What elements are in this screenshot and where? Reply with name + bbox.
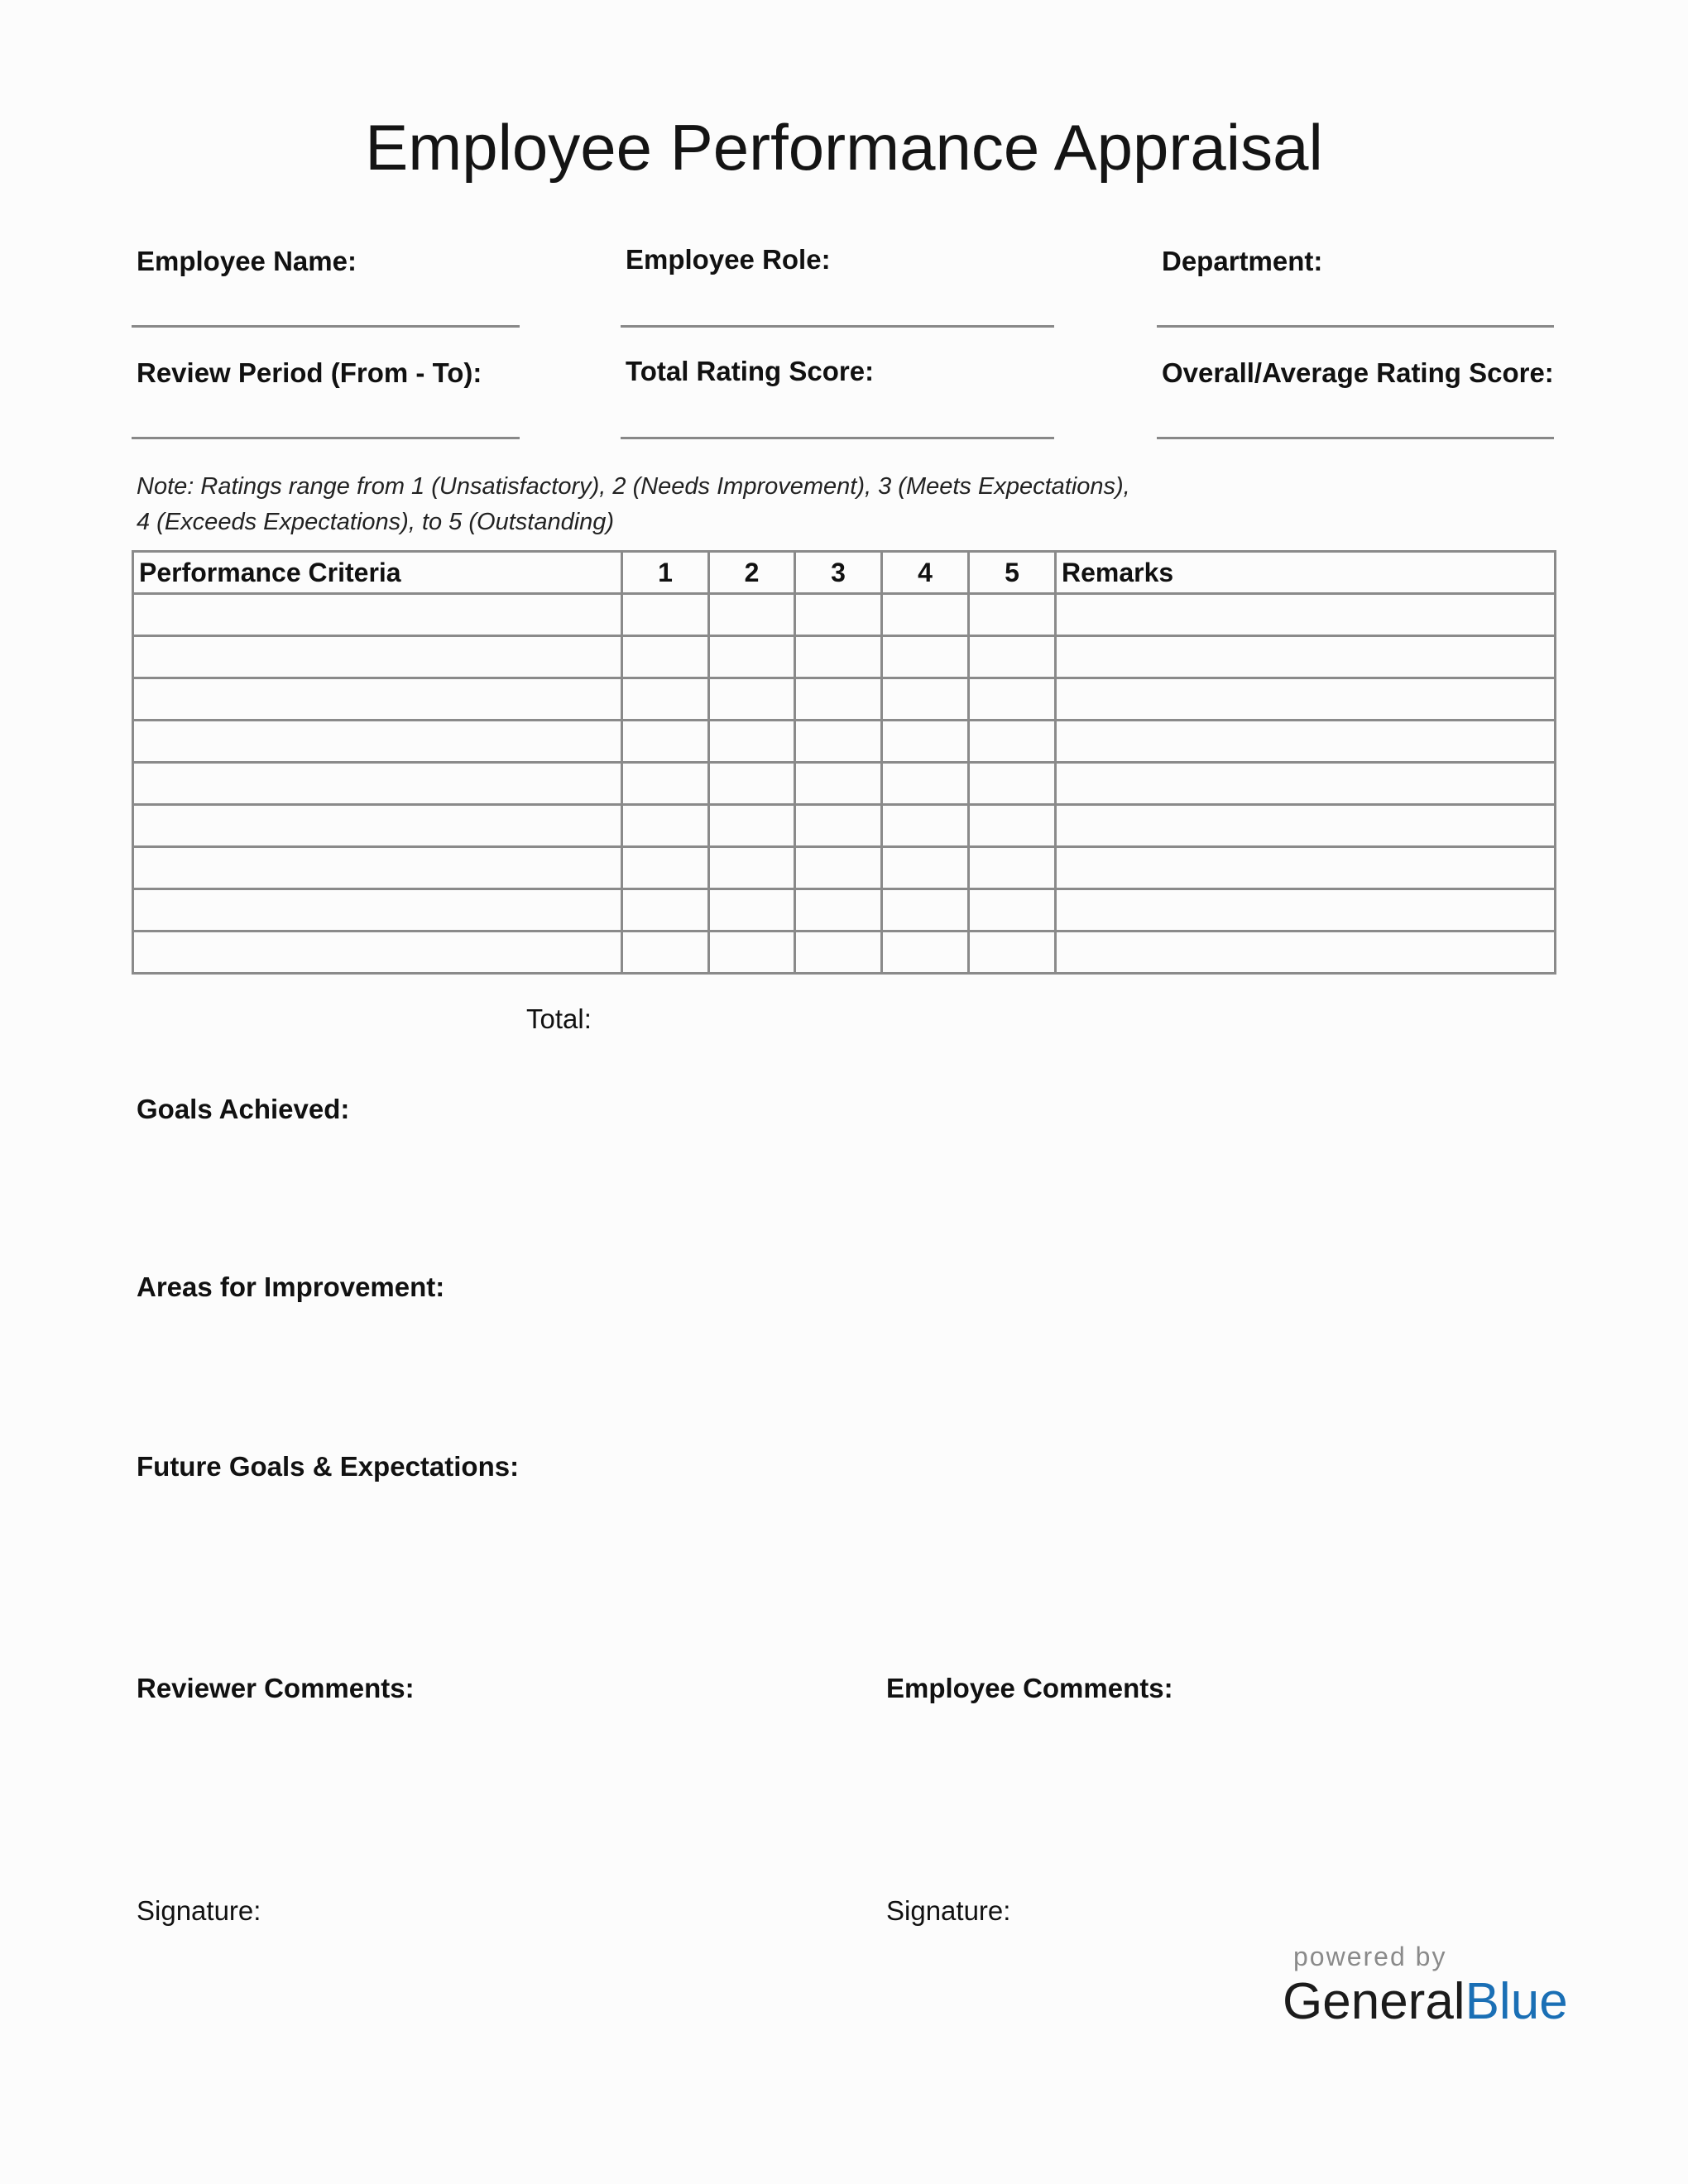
rating-note-line1: Note: Ratings range from 1 (Unsatisfactory), 2 (Needs Improvement), 3 (Meets Expectations), xyxy=(137,473,1130,500)
table-header-row xyxy=(133,552,1556,594)
rating-5-cell[interactable] xyxy=(969,889,1056,932)
rating-4-cell[interactable] xyxy=(882,636,969,678)
remarks-cell[interactable] xyxy=(1056,721,1556,763)
employee-role-field[interactable] xyxy=(621,325,1054,328)
rating-2-cell[interactable] xyxy=(709,847,795,889)
rating-1-cell[interactable] xyxy=(622,932,709,974)
rating-1-cell[interactable] xyxy=(622,847,709,889)
logo-general: General xyxy=(1283,1973,1465,2030)
rating-5-cell[interactable] xyxy=(969,636,1056,678)
rating-2-cell[interactable] xyxy=(709,721,795,763)
rating-5-cell[interactable] xyxy=(969,847,1056,889)
rating-3-cell[interactable] xyxy=(795,932,882,974)
logo-blue: Blue xyxy=(1465,1973,1568,2030)
review-period-field[interactable] xyxy=(132,437,520,439)
remarks-cell[interactable] xyxy=(1056,594,1556,636)
criteria-cell[interactable] xyxy=(133,847,622,889)
future-goals-label: Future Goals & Expectations: xyxy=(137,1451,520,1482)
employee-signature-label: Signature: xyxy=(886,1895,1011,1926)
criteria-cell[interactable] xyxy=(133,932,622,974)
rating-4-cell[interactable] xyxy=(882,763,969,805)
rating-1-cell[interactable] xyxy=(622,889,709,932)
rating-1-cell[interactable] xyxy=(622,721,709,763)
rating-1-cell[interactable] xyxy=(622,805,709,847)
rating-1-cell[interactable] xyxy=(622,636,709,678)
rating-4-cell[interactable] xyxy=(882,889,969,932)
table-row xyxy=(133,932,1556,974)
department-field[interactable] xyxy=(1157,325,1554,328)
areas-improvement-label: Areas for Improvement: xyxy=(137,1272,445,1302)
total-rating-field[interactable] xyxy=(621,437,1054,439)
table-row xyxy=(133,889,1556,932)
generalblue-logo xyxy=(1283,1973,1568,2031)
table-body xyxy=(133,594,1556,974)
goals-achieved-label: Goals Achieved: xyxy=(137,1094,350,1124)
rating-3-cell[interactable] xyxy=(795,636,882,678)
header-rating-1: 1 xyxy=(622,552,709,594)
rating-3-cell[interactable] xyxy=(795,721,882,763)
employee-role-label: Employee Role: xyxy=(626,244,831,275)
rating-note-line2: 4 (Exceeds Expectations), to 5 (Outstanding) xyxy=(137,509,615,535)
rating-5-cell[interactable] xyxy=(969,805,1056,847)
header-rating-2: 2 xyxy=(709,552,795,594)
header-performance-criteria: Performance Criteria xyxy=(133,552,622,594)
rating-3-cell[interactable] xyxy=(795,889,882,932)
header-rating-4: 4 xyxy=(882,552,969,594)
rating-4-cell[interactable] xyxy=(882,594,969,636)
criteria-cell[interactable] xyxy=(133,636,622,678)
rating-1-cell[interactable] xyxy=(622,594,709,636)
rating-5-cell[interactable] xyxy=(969,721,1056,763)
rating-4-cell[interactable] xyxy=(882,721,969,763)
powered-by-text: powered by xyxy=(1293,1942,1447,1971)
page-title: Employee Performance Appraisal xyxy=(365,111,1323,184)
average-rating-field[interactable] xyxy=(1157,437,1554,439)
rating-3-cell[interactable] xyxy=(795,678,882,721)
table-row xyxy=(133,721,1556,763)
criteria-cell[interactable] xyxy=(133,889,622,932)
rating-3-cell[interactable] xyxy=(795,847,882,889)
table-row xyxy=(133,847,1556,889)
table-row xyxy=(133,805,1556,847)
employee-name-field[interactable] xyxy=(132,325,520,328)
criteria-cell[interactable] xyxy=(133,763,622,805)
reviewer-comments-label: Reviewer Comments: xyxy=(137,1673,415,1703)
rating-2-cell[interactable] xyxy=(709,594,795,636)
rating-4-cell[interactable] xyxy=(882,847,969,889)
criteria-cell[interactable] xyxy=(133,805,622,847)
rating-1-cell[interactable] xyxy=(622,678,709,721)
review-period-label: Review Period (From - To): xyxy=(137,357,482,388)
rating-5-cell[interactable] xyxy=(969,594,1056,636)
average-rating-label: Overall/Average Rating Score: xyxy=(1162,357,1554,388)
table-row xyxy=(133,636,1556,678)
department-label: Department: xyxy=(1162,246,1323,276)
rating-4-cell[interactable] xyxy=(882,805,969,847)
employee-comments-label: Employee Comments: xyxy=(886,1673,1173,1703)
remarks-cell[interactable] xyxy=(1056,805,1556,847)
criteria-cell[interactable] xyxy=(133,594,622,636)
rating-4-cell[interactable] xyxy=(882,932,969,974)
rating-3-cell[interactable] xyxy=(795,594,882,636)
rating-2-cell[interactable] xyxy=(709,889,795,932)
total-rating-label: Total Rating Score: xyxy=(626,356,875,386)
total-label: Total: xyxy=(526,1003,592,1034)
table-row xyxy=(133,594,1556,636)
remarks-cell[interactable] xyxy=(1056,889,1556,932)
table-row xyxy=(133,678,1556,721)
rating-2-cell[interactable] xyxy=(709,932,795,974)
remarks-cell[interactable] xyxy=(1056,847,1556,889)
remarks-cell[interactable] xyxy=(1056,932,1556,974)
criteria-cell[interactable] xyxy=(133,721,622,763)
rating-5-cell[interactable] xyxy=(969,932,1056,974)
remarks-cell[interactable] xyxy=(1056,678,1556,721)
rating-2-cell[interactable] xyxy=(709,763,795,805)
rating-5-cell[interactable] xyxy=(969,763,1056,805)
table-row xyxy=(133,763,1556,805)
header-rating-5: 5 xyxy=(969,552,1056,594)
remarks-cell[interactable] xyxy=(1056,636,1556,678)
rating-3-cell[interactable] xyxy=(795,805,882,847)
rating-1-cell[interactable] xyxy=(622,763,709,805)
reviewer-signature-label: Signature: xyxy=(137,1895,261,1926)
performance-table xyxy=(132,550,1556,975)
criteria-cell[interactable] xyxy=(133,678,622,721)
rating-2-cell[interactable] xyxy=(709,805,795,847)
rating-2-cell[interactable] xyxy=(709,678,795,721)
header-remarks: Remarks xyxy=(1056,552,1556,594)
rating-2-cell[interactable] xyxy=(709,636,795,678)
rating-5-cell[interactable] xyxy=(969,678,1056,721)
rating-4-cell[interactable] xyxy=(882,678,969,721)
employee-name-label: Employee Name: xyxy=(137,246,357,276)
header-rating-3: 3 xyxy=(795,552,882,594)
remarks-cell[interactable] xyxy=(1056,763,1556,805)
rating-3-cell[interactable] xyxy=(795,763,882,805)
